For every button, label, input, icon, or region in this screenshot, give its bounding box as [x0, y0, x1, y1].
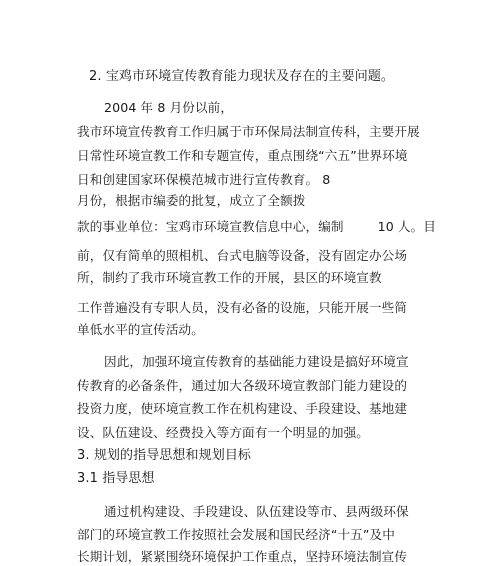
paragraph-2-line-2: 传教育的必备条件，通过加大各级环境宣教部门能力建设的 [77, 378, 408, 393]
paragraph-1-line-9: 工作普遍没有专职人员，没有必备的设施，只能开展一些简 [77, 300, 408, 315]
paragraph-1-line-8: 所，制约了我市环境宣教工作的开展，县区的环境宣教 [77, 270, 382, 285]
paragraph-2-line-3: 投资力度，使环境宣教工作在机构建设、手段建设、基地建 [77, 401, 408, 416]
paragraph-1-line-2: 我市环境宣传教育工作归属于市环保局法制宣传科，主要开展 [77, 124, 420, 139]
paragraph-1-line-10: 单低水平的宣传活动。 [77, 322, 204, 337]
paragraph-3-line-3: 长期计划，紧紧围绕环境保护工作重点，坚持环境法制宣传 [77, 549, 408, 564]
paragraph-1-line-6 [77, 219, 436, 235]
section-3-heading: 3. 规划的指导思想和规划目标 [77, 448, 252, 463]
section-2-heading: 2. 宝鸡市环境宣传教育能力现状及存在的主要问题。 [89, 69, 395, 84]
paragraph-1-line-6-text: 款的事业单位：宝鸡市环境宣教信息中心，编制 [77, 219, 344, 234]
paragraph-3-line-2: 部门的环境宣教工作按照社会发展和国民经济“十五”及中 [77, 527, 395, 542]
paragraph-1-line-7: 前，仅有简单的照相机、台式电脑等设备，没有固定办公场 [77, 248, 408, 263]
paragraph-1-line-1: 2004 年 8 月份以前， [104, 100, 234, 115]
paragraph-3-line-1: 通过机构建设、手段建设、队伍建设等市、县两级环保 [104, 504, 409, 519]
paragraph-2-line-4: 设、队伍建设、经费投入等方面有一个明显的加强。 [77, 425, 369, 440]
paragraph-1-line-4: 日和创建国家环保模范城市进行宣传教育。 8 [77, 172, 331, 187]
paragraph-2-line-1: 因此，加强环境宣传教育的基础能力建设是搞好环境宣 [104, 354, 409, 369]
section-3-1-heading: 3.1 指导思想 [77, 471, 155, 486]
paragraph-1-line-6-count: 10 人。目 [377, 219, 436, 234]
paragraph-1-line-5: 月份，根据市编委的批复，成立了全额拨 [77, 193, 306, 208]
paragraph-1-line-3: 日常性环境宣教工作和专题宣传，重点围绕“六五”世界环境 [77, 148, 408, 163]
